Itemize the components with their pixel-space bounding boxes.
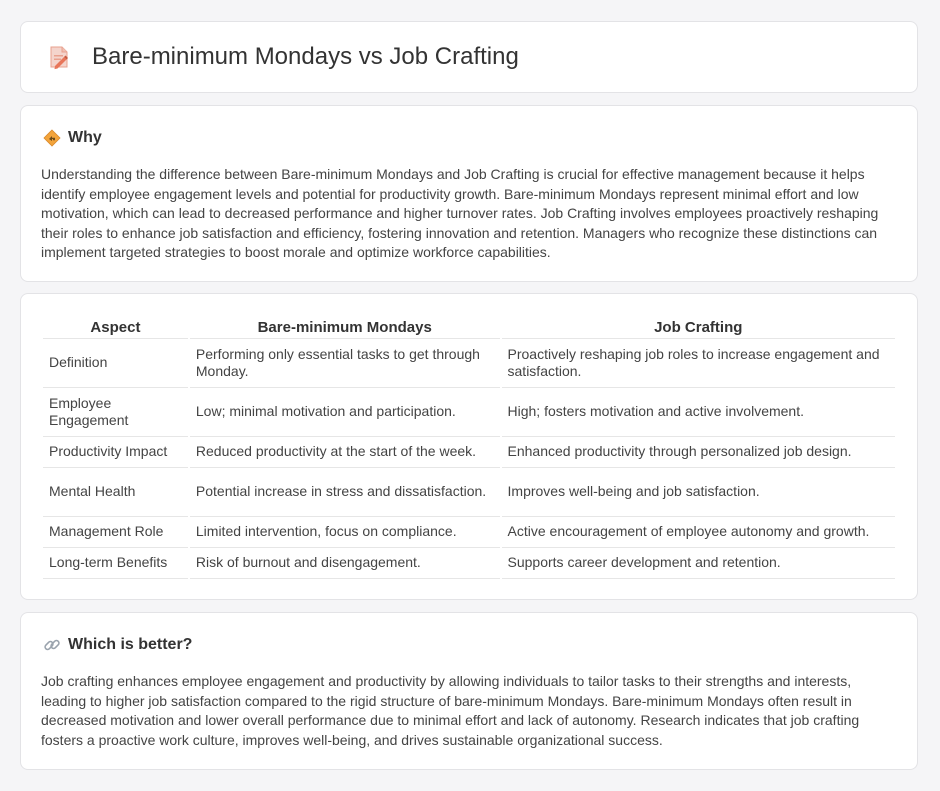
row-job-crafting: Active encouragement of employee autonomy and growth. xyxy=(501,517,896,548)
why-heading: Why xyxy=(68,129,102,146)
row-bare-minimum: Low; minimal motivation and participation. xyxy=(189,388,501,437)
document-pencil-icon xyxy=(46,44,72,70)
row-job-crafting: Improves well-being and job satisfaction. xyxy=(501,468,896,517)
which-is-better-section xyxy=(20,612,918,770)
row-job-crafting: High; fosters motivation and active involvement. xyxy=(501,388,896,437)
row-bare-minimum: Risk of burnout and disengagement. xyxy=(189,548,501,579)
link-icon xyxy=(43,636,61,654)
row-bare-minimum: Performing only essential tasks to get through Monday. xyxy=(189,339,501,388)
row-job-crafting: Proactively reshaping job roles to increase engagement and satisfaction. xyxy=(501,339,896,388)
better-heading: Which is better? xyxy=(68,636,193,653)
better-text: Job crafting enhances employee engagement and productivity by allowing individuals to tailor tasks to their strengths and interests, leading to higher job satisfaction compared to the rigid structure of bare-minimum Mondays. Bare-minimum Mondays often result in decreased motivation and lower overall performance due to minimal effort and lack of autonomy. Research indicates that job crafting fosters a proactive work culture, improves well-being, and drives sustainable organizational success. xyxy=(41,673,860,748)
diamond-sign-icon xyxy=(43,129,61,147)
row-aspect: Management Role xyxy=(43,517,189,548)
row-bare-minimum: Potential increase in stress and dissatisfaction. xyxy=(189,468,501,517)
row-aspect: Definition xyxy=(43,339,189,388)
comparison-table xyxy=(43,316,897,579)
page-title: Bare-minimum Mondays vs Job Crafting xyxy=(92,43,519,70)
table-row xyxy=(43,388,896,437)
table-row xyxy=(43,517,896,548)
row-aspect: Employee Engagement xyxy=(43,388,189,437)
row-bare-minimum: Reduced productivity at the start of the week. xyxy=(189,437,501,468)
header-job-crafting: Job Crafting xyxy=(501,316,896,339)
row-job-crafting: Enhanced productivity through personalized job design. xyxy=(501,437,896,468)
row-aspect: Long-term Benefits xyxy=(43,548,189,579)
why-text: Understanding the difference between Bare-minimum Mondays and Job Crafting is crucial for effective management because it helps identify employee engagement levels and potential for productivity growth. Bare-minimum Mondays represent minimal effort and low motivation, which can lead to decreased performance and higher turnover rates. Job Crafting involves employees proactively reshaping their roles to enhance job satisfaction and efficiency, fostering innovation and retention. Managers who recognize these distinctions can implement targeted strategies to boost morale and optimize workforce capabilities. xyxy=(41,166,879,260)
comparison-card xyxy=(20,293,918,600)
row-aspect: Mental Health xyxy=(43,468,189,517)
row-bare-minimum: Limited intervention, focus on compliance. xyxy=(189,517,501,548)
table-row xyxy=(43,548,896,579)
header-bare-minimum-mondays: Bare-minimum Mondays xyxy=(189,316,501,339)
why-section xyxy=(20,105,918,282)
table-row xyxy=(43,468,896,517)
row-job-crafting: Supports career development and retention. xyxy=(501,548,896,579)
title-card xyxy=(20,21,918,93)
table-row xyxy=(43,437,896,468)
header-aspect: Aspect xyxy=(43,316,189,339)
row-aspect: Productivity Impact xyxy=(43,437,189,468)
table-row xyxy=(43,339,896,388)
